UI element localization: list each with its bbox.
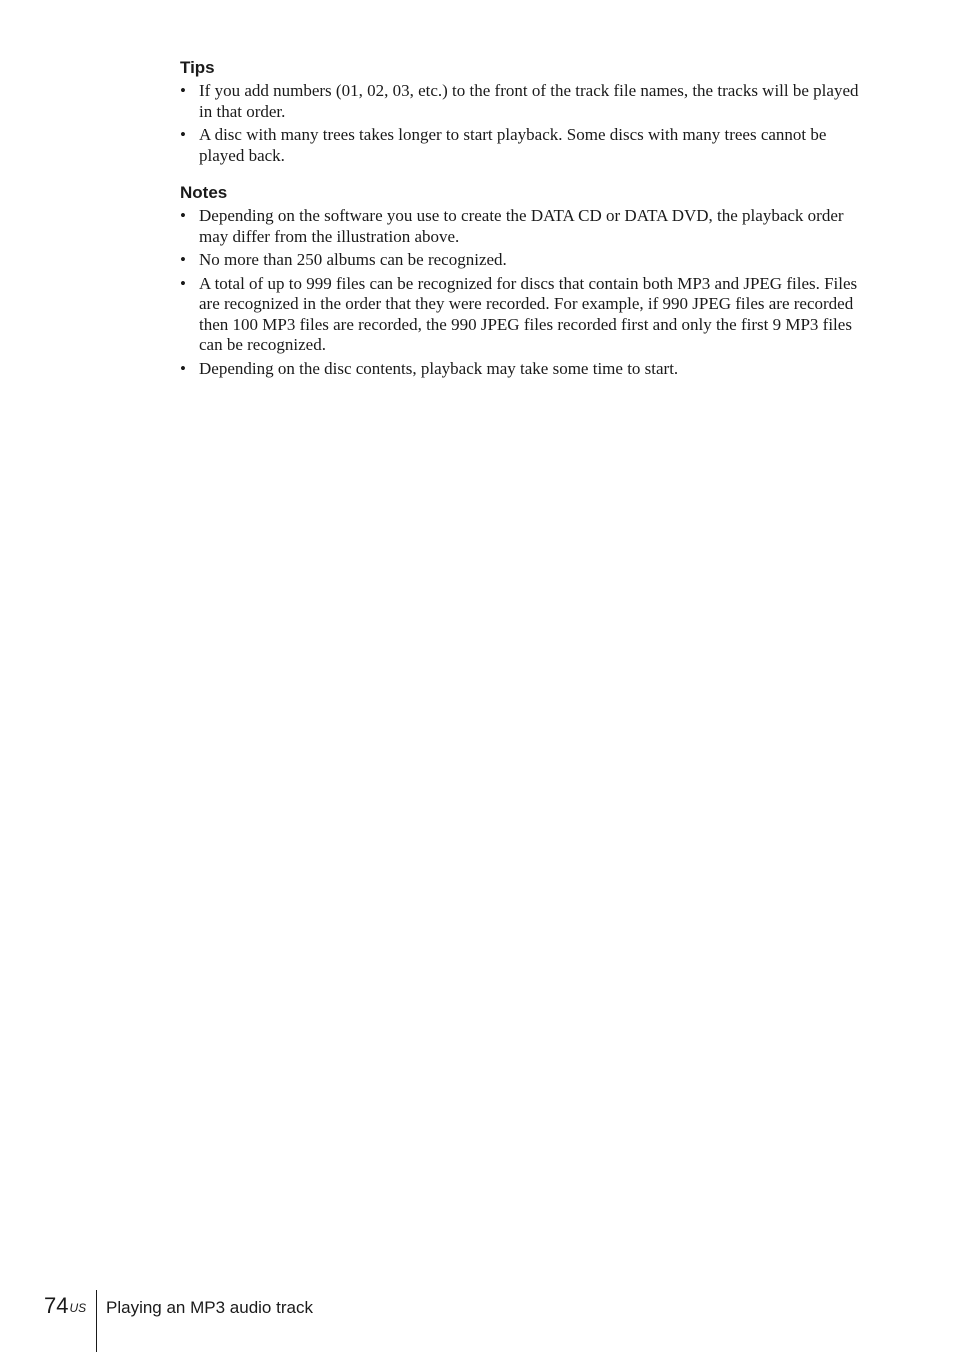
list-item	[180, 81, 874, 122]
list-item	[180, 250, 874, 271]
list-item-text: Depending on the disc contents, playback may take some time to start.	[199, 358, 679, 378]
notes-list	[180, 206, 874, 379]
list-item-text: Depending on the software you use to create the DATA CD or DATA DVD, the playback order may differ from the illustration above.	[199, 206, 844, 246]
notes-heading: Notes	[180, 183, 228, 202]
footer-section-title: Playing an MP3 audio track	[106, 1298, 313, 1317]
list-item	[180, 125, 874, 166]
list-item-text: No more than 250 albums can be recognized.	[199, 250, 507, 269]
list-item	[180, 206, 874, 247]
page-number-suffix: US	[69, 1301, 87, 1315]
footer-divider	[96, 1290, 97, 1352]
bullet-icon: •	[180, 358, 186, 378]
notes-section	[180, 183, 874, 379]
bullet-icon: •	[180, 206, 186, 225]
tips-heading: Tips	[180, 58, 215, 77]
list-item	[180, 274, 874, 356]
page-number-value: 74	[44, 1293, 69, 1318]
page-content	[180, 58, 874, 396]
list-item-text: If you add numbers (01, 02, 03, etc.) to the front of the track file names, the tracks will be played in that order.	[199, 81, 859, 121]
tips-list	[180, 81, 874, 166]
bullet-icon: •	[180, 81, 186, 100]
bullet-icon: •	[180, 125, 186, 144]
list-item	[180, 359, 874, 380]
list-item-text: A disc with many trees takes longer to start playback. Some discs with many trees cannot be played back.	[199, 125, 827, 165]
bullet-icon: •	[180, 250, 186, 269]
bullet-icon: •	[180, 273, 186, 293]
list-item-text: A total of up to 999 files can be recognized for discs that contain both MP3 and JPEG files. Files are recognized in the order that they were recorded. For example, if 990 JPEG files are recorded then 100 MP3 files are recorded, the 990 JPEG files recorded first and only the first 9 MP3 files can be recognized.	[199, 273, 858, 354]
tips-section	[180, 58, 874, 166]
page-number	[44, 1293, 86, 1319]
